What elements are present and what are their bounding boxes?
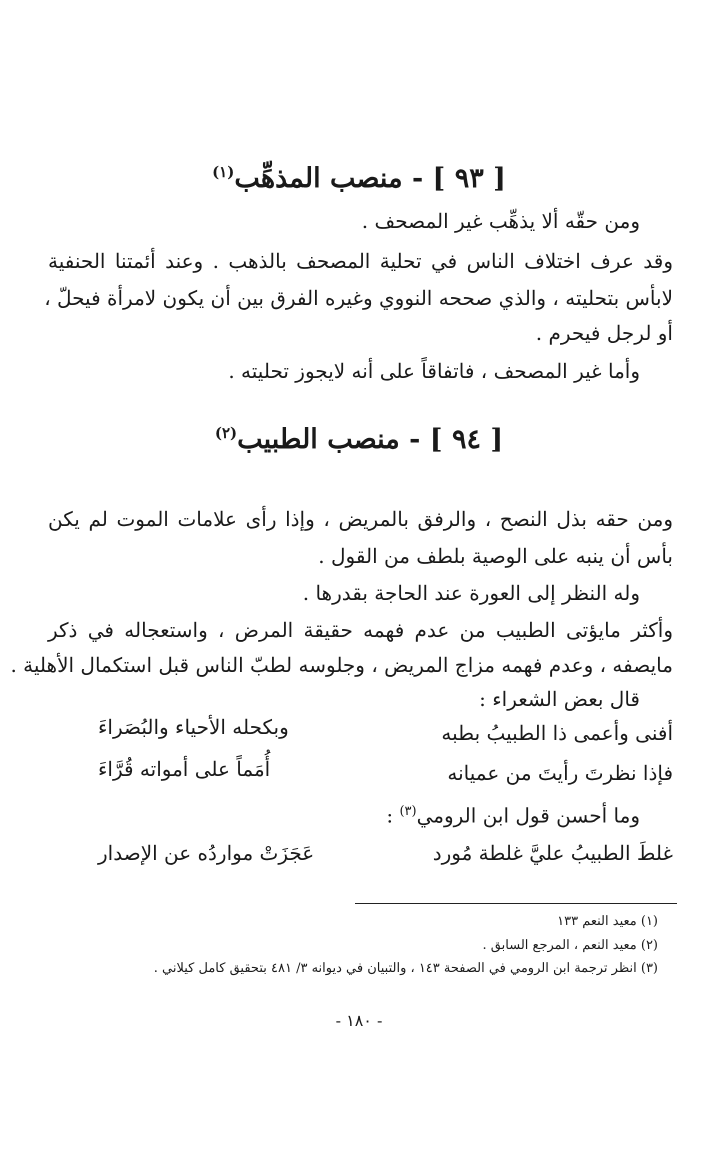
section-heading-93 — [0, 163, 718, 194]
verse-second-hemistich: عَجَزَتْ مواردُه عن الإصدار — [98, 841, 315, 865]
verse-second-hemistich: وبكحله الأحياء والبُصَراءَ — [98, 715, 289, 739]
paragraph-line: مايصفه ، وعدم فهمه مزاج المريض ، وجلوسه لطبّ الناس قبل استكمال الأهلية . — [10, 653, 673, 677]
heading-text: [ ٩٤ ] - منصب الطبيب — [237, 424, 504, 455]
heading-text: [ ٩٣ ] - منصب المذهِّب — [234, 163, 506, 194]
paragraph-line: وأكثر مايؤتى الطبيب من عدم فهمه حقيقة المرض ، واستعجاله في ذكر — [48, 618, 673, 642]
footnote-separator — [355, 903, 677, 904]
paragraph-line: أو لرجل فيحرم . — [535, 321, 673, 345]
footnote-ref: (٣) — [399, 804, 417, 819]
paragraph-line: وأما غير المصحف ، فاتفاقاً على أنه لايجوز تحليته . — [228, 359, 640, 383]
verse-first-hemistich: أفنى وأعمى ذا الطبيبُ بطبه — [441, 721, 673, 745]
verse-first-hemistich: غلطَ الطبيبُ عليَّ غلطة مُورد — [432, 841, 673, 865]
paragraph-line: وقد عرف اختلاف الناس في تحلية المصحف بالذهب . وعند أئمتنا الحنفية — [48, 249, 673, 273]
paragraph-line: ومن حقه بذل النصح ، والرفق بالمريض ، وإذا رأى علامات الموت لم يكن — [48, 507, 673, 531]
paragraph-line: وله النظر إلى العورة عند الحاجة بقدرها . — [302, 581, 640, 605]
footnote: (١) معيد النعم ١٣٣ — [557, 914, 658, 929]
page-number: - ١٨٠ - — [335, 1011, 383, 1030]
paragraph-line: لابأس بتحليته ، والذي صححه النووي وغيره الفرق بين أن يكون لامرأة فيحلّ ، — [44, 286, 673, 310]
paragraph-line: قال بعض الشعراء : — [479, 687, 640, 711]
footnote: (٣) انظر ترجمة ابن الرومي في الصفحة ١٤٣ ، والتبيان في ديوانه ٣/ ٤٨١ بتحقيق كامل كيلاني . — [153, 961, 658, 976]
verse-second-hemistich: أُمَماً على أمواته قُرَّاءَ — [98, 757, 271, 781]
footnote-ref: (٢) — [214, 424, 238, 442]
paragraph-line: ومن حقّه ألا يذهِّب غير المصحف . — [361, 209, 640, 233]
footnote: (٢) معيد النعم ، المرجع السابق . — [482, 938, 658, 953]
section-heading-94 — [0, 424, 718, 455]
footnote-ref: (١) — [212, 163, 235, 181]
poem-intro-line — [386, 797, 640, 831]
intro-text: وما أحسن قول ابن الرومي — [416, 803, 640, 828]
verse-first-hemistich: فإذا نظرتَ رأيتَ من عميانه — [447, 761, 673, 785]
intro-colon: : — [386, 803, 400, 828]
paragraph-line: بأس أن ينبه على الوصية بلطف من القول . — [318, 544, 673, 568]
